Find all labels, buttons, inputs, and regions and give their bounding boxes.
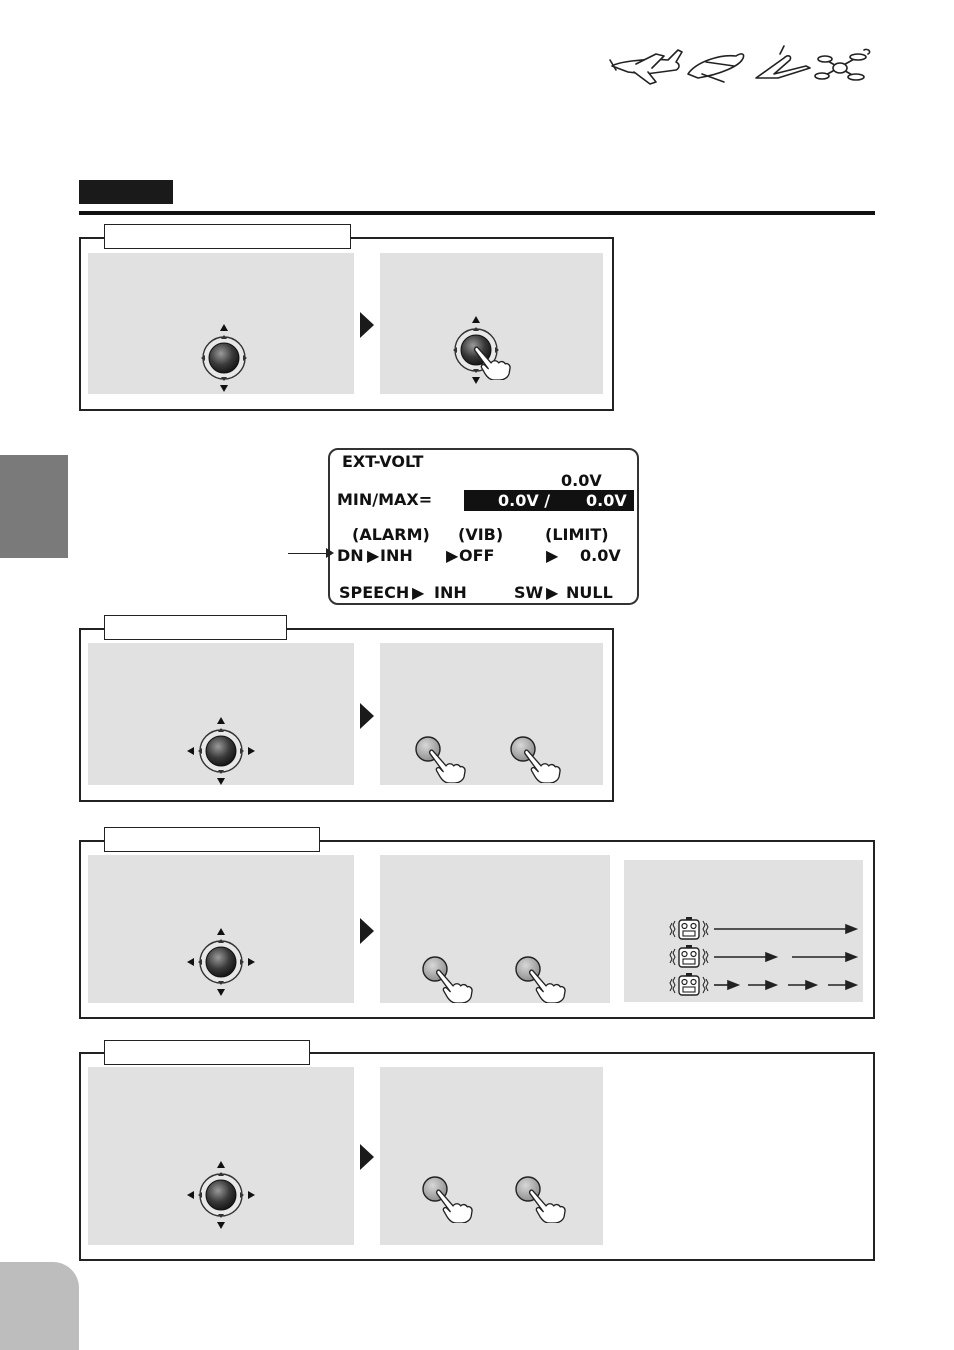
lcd-title: EXT-VOLT	[342, 452, 424, 471]
section-tag	[79, 180, 173, 204]
callout-line	[288, 553, 330, 554]
lcd-max-value: 0.0V	[586, 491, 627, 510]
lcd-speech-value[interactable]: INH	[434, 583, 467, 602]
finger-press-icon	[474, 342, 512, 380]
step-3-panel-buttons	[380, 855, 610, 1003]
finger-press-icon	[524, 745, 562, 783]
lcd-arrow-icon: ▶	[412, 583, 425, 602]
lcd-arrow-icon: ▶	[546, 546, 559, 565]
step-label-tab-2	[104, 615, 287, 640]
lcd-limit-value[interactable]: 0.0V	[580, 546, 621, 565]
lcd-col-limit: (LIMIT)	[545, 525, 609, 544]
vibration-pattern-arrows	[712, 918, 860, 992]
side-index-tab	[0, 455, 68, 558]
next-step-arrow	[360, 312, 374, 338]
finger-press-icon	[436, 965, 474, 1003]
finger-press-icon	[436, 1185, 474, 1223]
lcd-sw-label: SW	[514, 583, 544, 602]
step-label-tab-4	[104, 1040, 310, 1065]
transmitter-vibration-icon	[669, 945, 709, 969]
lcd-arrow-icon: ▶	[546, 583, 559, 602]
step-2-panel-buttons	[380, 643, 603, 785]
next-step-arrow	[360, 918, 374, 944]
step-label-tab-1	[104, 224, 351, 249]
lcd-current-value: 0.0V	[561, 471, 602, 490]
finger-press-icon	[429, 745, 467, 783]
jog-dial-icon	[185, 715, 257, 787]
lcd-minmax-label: MIN/MAX=	[337, 490, 433, 509]
lcd-minmax-highlight[interactable]	[464, 490, 634, 511]
aircraft-silhouettes-icon	[606, 44, 876, 89]
lcd-arrow-icon: ▶	[446, 546, 459, 565]
jog-dial-icon	[185, 1159, 257, 1231]
lcd-screen	[328, 448, 639, 605]
step-label-tab-3	[104, 827, 320, 852]
page-number-tab	[0, 1262, 79, 1350]
lcd-vib-value[interactable]: OFF	[459, 546, 495, 565]
section-divider	[79, 211, 875, 215]
callout-arrow-icon	[326, 548, 334, 558]
lcd-arrow-icon: ▶	[367, 546, 380, 565]
step-4-panel-buttons	[380, 1067, 603, 1245]
lcd-sw-value[interactable]: NULL	[566, 583, 613, 602]
transmitter-vibration-icon	[669, 917, 709, 941]
transmitter-vibration-icon	[669, 973, 709, 997]
finger-press-icon	[529, 1185, 567, 1223]
next-step-arrow	[360, 703, 374, 729]
finger-press-icon	[529, 965, 567, 1003]
jog-dial-icon	[185, 926, 257, 998]
jog-dial-icon	[188, 322, 260, 394]
lcd-dn-label: DN	[337, 546, 364, 565]
next-step-arrow	[360, 1144, 374, 1170]
lcd-col-vib: (VIB)	[458, 525, 504, 544]
lcd-alarm-value[interactable]: INH	[380, 546, 413, 565]
lcd-min-value: 0.0V /	[498, 491, 551, 510]
lcd-col-alarm: (ALARM)	[352, 525, 430, 544]
lcd-speech-label: SPEECH	[339, 583, 410, 602]
